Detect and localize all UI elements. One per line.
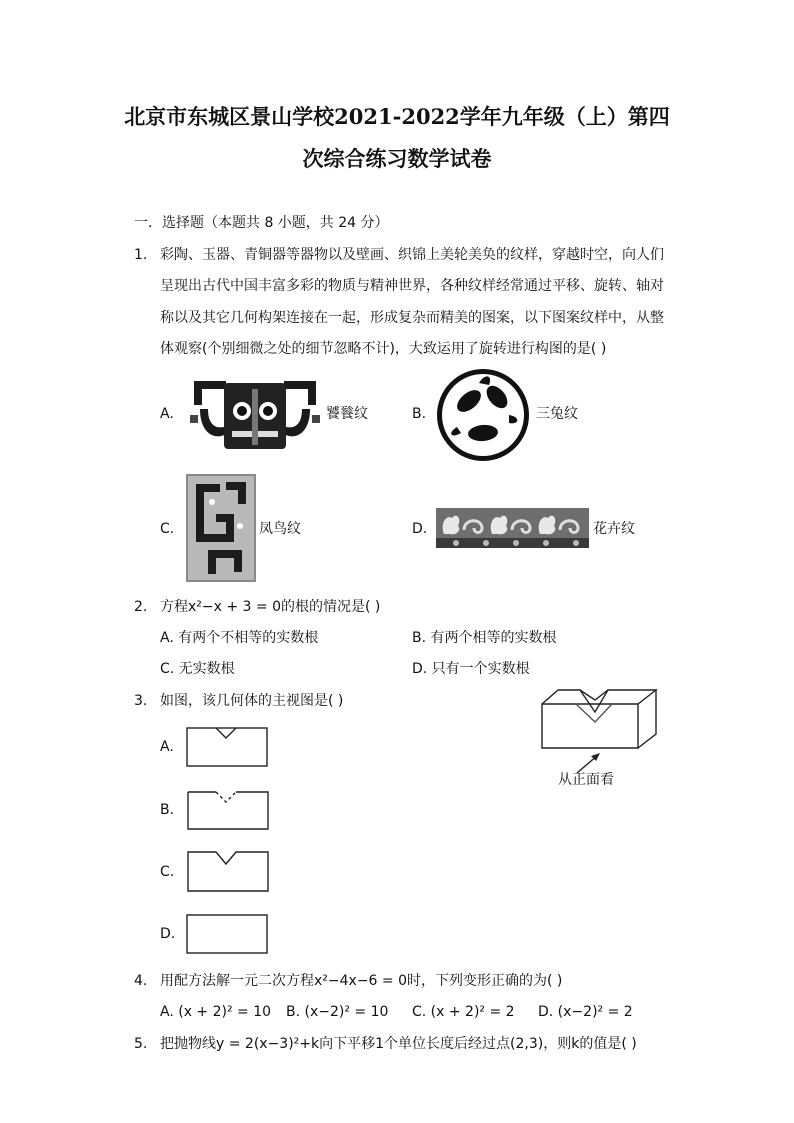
q3-option-d-figure	[186, 914, 269, 955]
q2-option-b: B. 有两个相等的实数根	[412, 630, 557, 646]
section-header: 一．选择题（本题共 8 小题，共 24 分）	[134, 215, 389, 231]
q4-option-c: C. (x + 2)² = 2	[412, 1004, 515, 1020]
q3-number: 3.	[134, 693, 148, 709]
q1-line: 呈现出古代中国丰富多彩的物质与精神世界，各种纹样经常通过平移、旋转、轴对	[160, 278, 664, 294]
q2-option-a: A. 有两个不相等的实数根	[160, 630, 319, 646]
q4-number: 4.	[134, 973, 148, 989]
q4-option-b: B. (x−2)² = 10	[286, 1004, 389, 1020]
q2-stem: 方程x²−x + 3 = 0的根的情况是( )	[160, 599, 381, 615]
page-title-line1: 北京市东城区景山学校2021-2022学年九年级（上）第四	[124, 104, 670, 129]
q3-option-b-figure	[186, 787, 271, 831]
q2-option-d: D. 只有一个实数根	[412, 661, 530, 677]
q1-option-d-letter: D.	[412, 521, 428, 537]
q3-stem: 如图，该几何体的主视图是( )	[160, 693, 344, 709]
q1-option-c-caption: 凤鸟纹	[259, 521, 301, 537]
q5-stem: 把抛物线y = 2(x−3)²+k向下平移1个单位长度后经过点(2,3)，则k的值是( )	[160, 1036, 637, 1052]
solid-figure-diagram	[540, 686, 662, 754]
q3-option-a-letter: A.	[160, 739, 174, 755]
q1-number: 1.	[134, 247, 148, 263]
q1-option-b-letter: B.	[412, 406, 427, 422]
q5-number: 5.	[134, 1036, 148, 1052]
q3-view-caption: 从正面看	[558, 772, 614, 788]
q1-line: 彩陶、玉器、青铜器等器物以及壁画、织锦上美轮美奂的纹样，穿越时空，向人们	[160, 247, 664, 263]
q4-option-d: D. (x−2)² = 2	[538, 1004, 633, 1020]
q2-option-c: C. 无实数根	[160, 661, 235, 677]
q1-option-a-letter: A.	[160, 406, 174, 422]
q3-option-c-figure	[186, 850, 271, 893]
q3-option-b-letter: B.	[160, 802, 175, 818]
taotie-pattern-image	[186, 375, 324, 453]
q1-option-a-caption: 饕餮纹	[326, 406, 368, 422]
q3-option-a-figure	[186, 727, 269, 768]
q2-number: 2.	[134, 599, 148, 615]
q1-line: 称以及其它几何构架连接在一起，形成复杂而精美的图案，以下图案纹样中，从整	[160, 310, 664, 326]
page-title-line2: 次综合练习数学试卷	[302, 146, 492, 171]
phoenix-bird-pattern-image	[186, 474, 256, 582]
q1-option-d-caption: 花卉纹	[593, 521, 635, 537]
three-rabbits-pattern-image	[435, 367, 531, 463]
q4-stem: 用配方法解一元二次方程x²−4x−6 = 0时，下列变形正确的为( )	[160, 973, 563, 989]
q3-option-c-letter: C.	[160, 864, 175, 880]
q4-option-a: A. (x + 2)² = 10	[160, 1004, 272, 1020]
q1-option-b-caption: 三兔纹	[536, 406, 578, 422]
q1-line: 体观察(个别细微之处的细节忽略不计)，大致运用了旋转进行构图的是( )	[160, 341, 607, 357]
floral-pattern-image	[436, 508, 589, 548]
q3-option-d-letter: D.	[160, 926, 176, 942]
q1-option-c-letter: C.	[160, 521, 175, 537]
